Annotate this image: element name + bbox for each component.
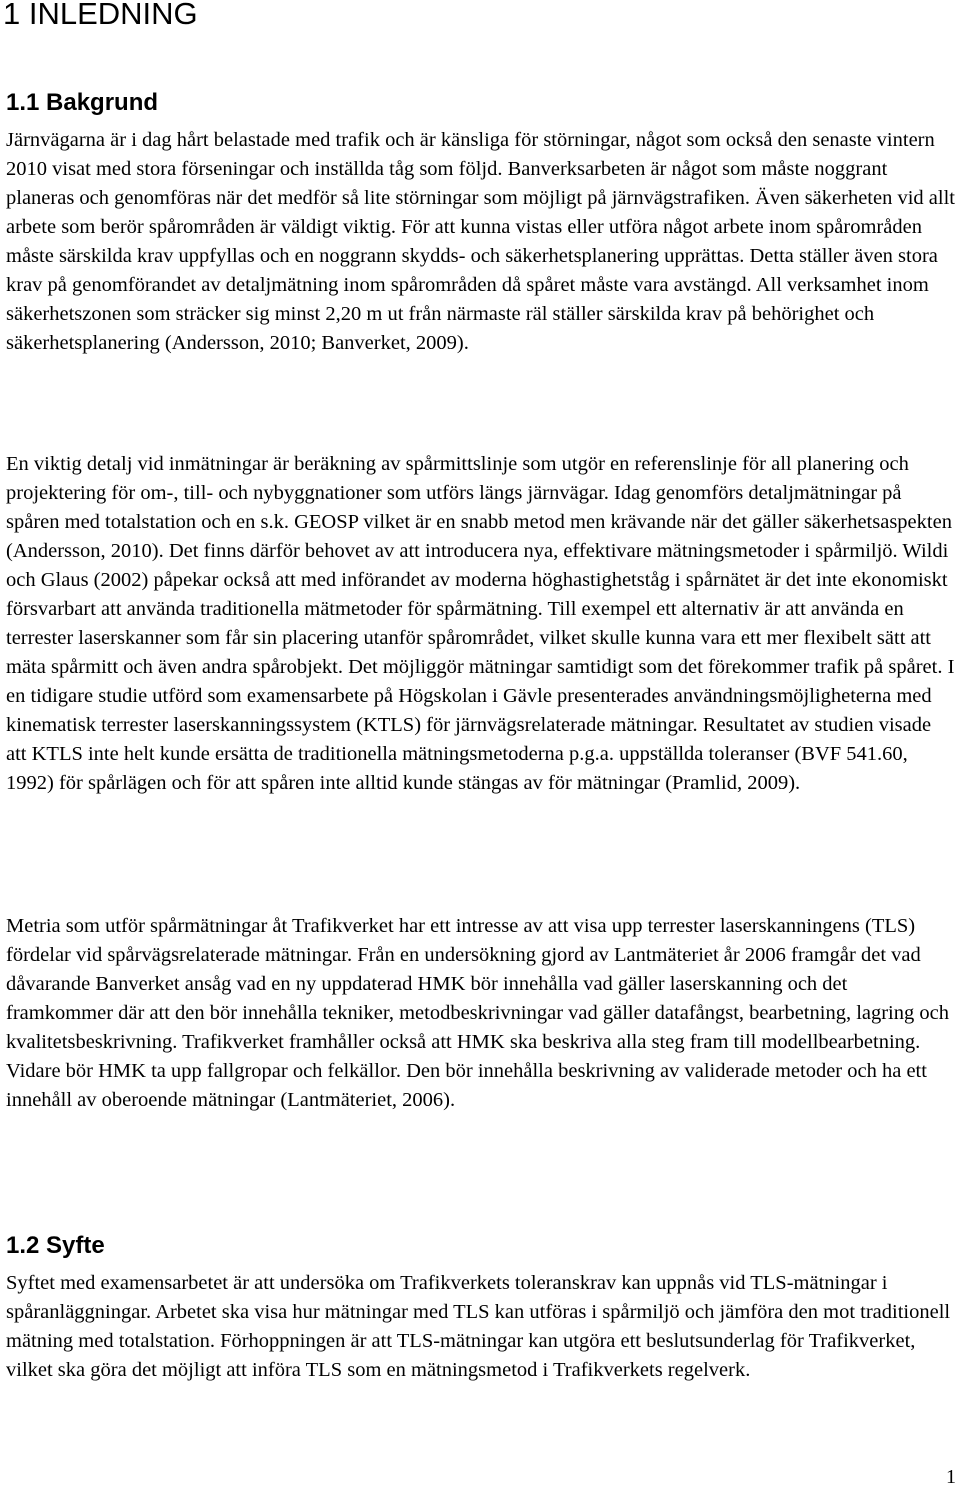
paragraph-bakgrund-3: Metria som utför spårmätningar åt Trafikverket har ett intresse av att visa upp terrester laserskanningens (TLS) fördelar vid spårvägsrelaterade mätningar. Från en undersökning gjord av Lantmäteriet år 2006 framgår det vad dåvarande Banverket ansåg vad en ny uppdaterad HMK bör innehålla vad gäller laserskanning och det framkommer där att den bör innehålla tekniker, metodbeskrivningar vad gäller datafångst, bearbetning, lagring och kvalitetsbeskrivning. Trafikverket framhåller också att HMK ska beskriva alla steg fram till modellbearbetning. Vidare bör HMK ta upp fallgropar och felkällor. Den bör innehålla beskrivning av validerade metoder och ha ett innehåll av oberoende mätningar (Lantmäteriet, 2006). <box>6 915 949 1111</box>
chapter-heading: 1 INLEDNING <box>3 0 198 31</box>
page-number: 1 <box>946 1466 956 1488</box>
paragraph-bakgrund-1: Järnvägarna är i dag hårt belastade med trafik och är känsliga för störningar, något som också den senaste vintern 2010 visat med stora förseningar och inställda tåg som följd. Banverksarbeten är något som måste noggrant planeras och genomföras när det medför så lite störningar som möjligt på järnvägstrafiken. Även säkerheten vid allt arbete som berör spårområden är väldigt viktig. För att kunna vistas eller utföra något arbete inom spårområden måste särskilda krav uppfyllas och en noggrann skydds- och säkerhetsplanering upprättas. Detta ställer även stora krav på genomförandet av detaljmätning inom spårområden då spåret måste vara avstängd. All verksamhet inom säkerhetszonen som sträcker sig minst 2,20 m ut från närmaste räl ställer särskilda krav på behörighet och säkerhetsplanering (Andersson, 2010; Banverket, 2009). <box>6 129 955 354</box>
paragraph-syfte-1: Syftet med examensarbetet är att undersöka om Trafikverkets toleranskrav kan uppnås vid TLS-mätningar i spåranläggningar. Arbetet ska visa hur mätningar med TLS kan utföras i spårmiljö och jämföra den mot traditionell mätning med totalstation. Förhoppningen är att TLS-mätningar kan utgöra ett beslutsunderlag för Trafikverket, vilket ska göra det möjligt att införa TLS som en mätningsmetod i Trafikverkets regelverk. <box>6 1272 951 1381</box>
section-heading-bakgrund: 1.1 Bakgrund <box>6 89 159 116</box>
section-heading-syfte: 1.2 Syfte <box>6 1232 105 1259</box>
paragraph-bakgrund-2: En viktig detalj vid inmätningar är beräkning av spårmittslinje som utgör en referenslinje för all planering och projektering för om-, till- och nybyggnationer som utförs längs järnvägar. Idag genomförs detaljmätningar på spåren med totalstation och en s.k. GEOSP vilket är en snabb metod men krävande när det gäller säkerhetsaspekten (Andersson, 2010). Det finns därför behovet av att introducera nya, effektivare mätningsmetoder i spårmiljö. Wildi och Glaus (2002) påpekar också att med införandet av moderna höghastighetståg i spårnätet är det inte ekonomiskt försvarbart att använda traditionella mätmetoder för spårmätning. Till exempel ett alternativ är att använda en terrester laserskanner som får sin placering utanför spårområdet, vilket skulle kunna vara ett mer flexibelt sätt att mäta spårmitt och även andra spårobjekt. Det möjliggör mätningar samtidigt som det förekommer trafik på spåret. I en tidigare studie utförd som examensarbete på Högskolan i Gävle presenterades användningsmöjligheterna med kinematisk terrester laserskanningssystem (KTLS) för järnvägsrelaterade mätningar. Resultatet av studien visade att KTLS inte helt kunde ersätta de traditionella mätningsmetoderna p.g.a. uppställda toleranser (BVF 541.60, 1992) för spårlägen och för att spåren inte alltid kunde stängas av för mätningar (Pramlid, 2009). <box>6 453 955 794</box>
